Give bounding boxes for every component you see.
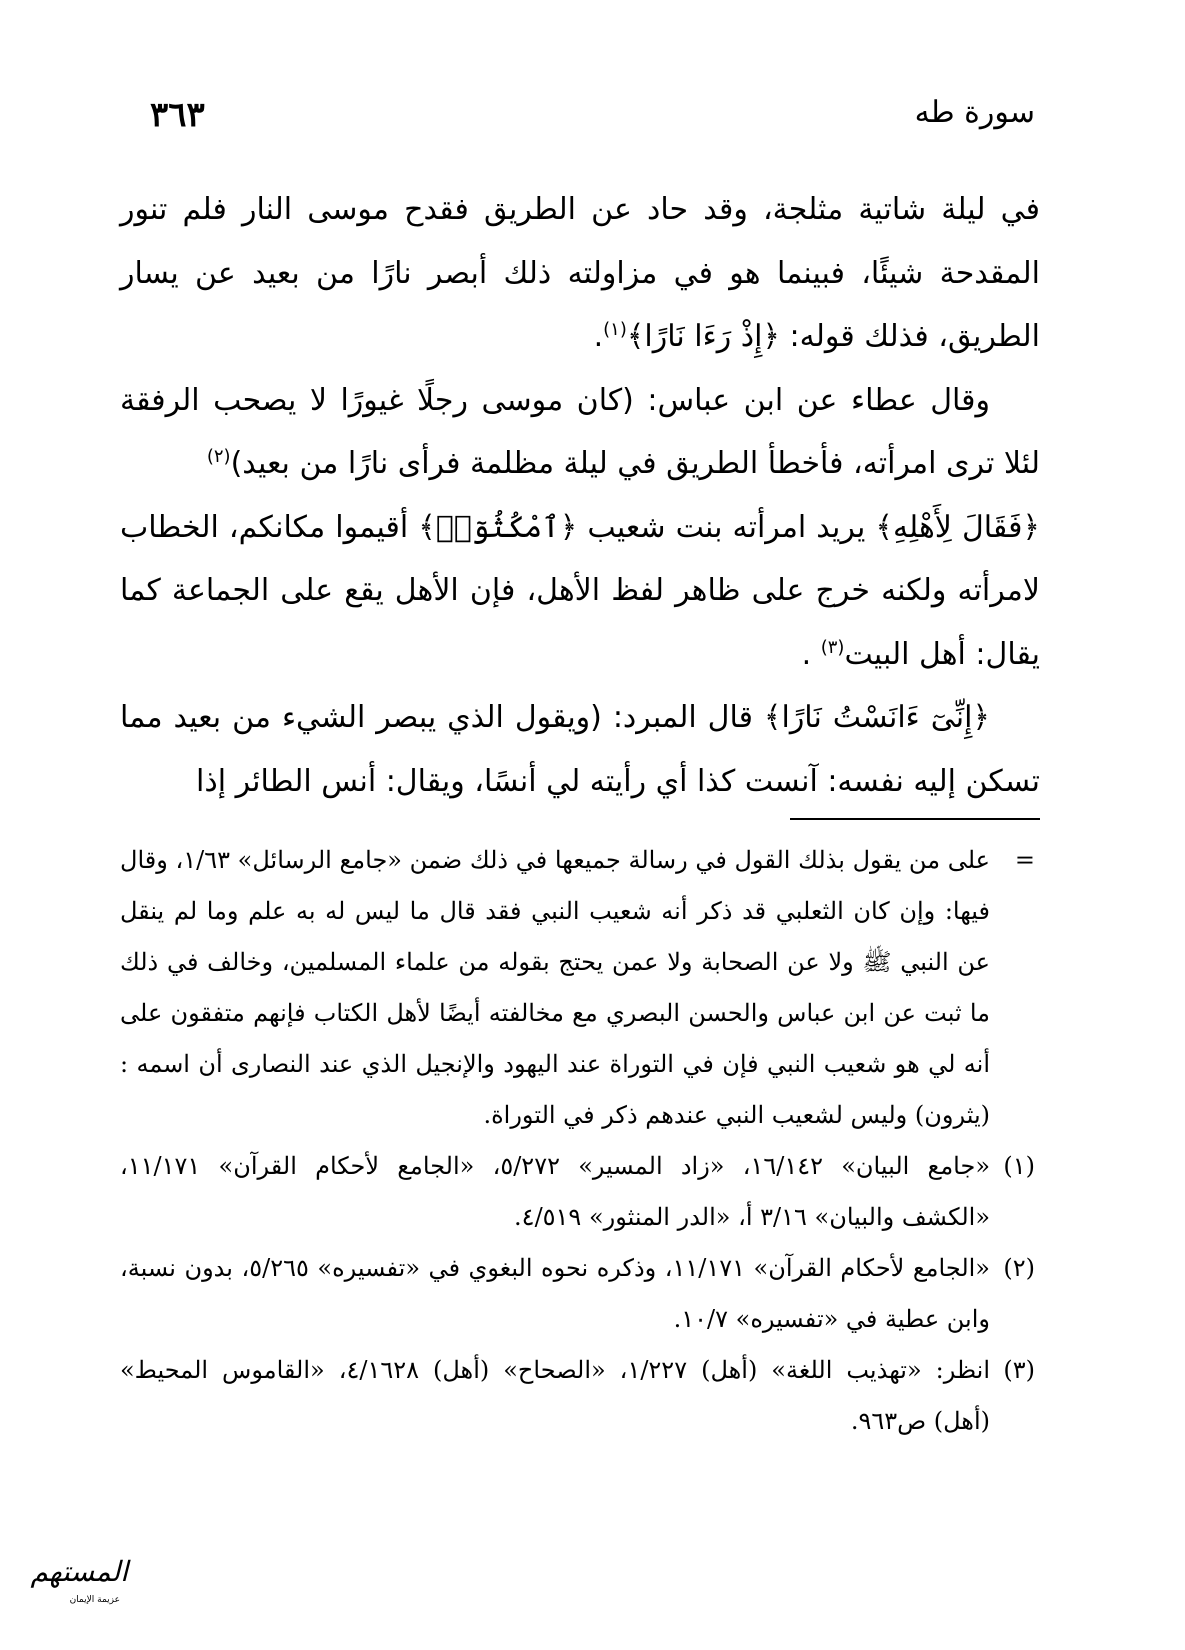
footnote-text: على من يقول بذلك القول في رسالة جميعها في ذلك ضمن «جامع الرسائل» ١/٦٣، وقال فيها: وإن كان الثعلبي قد ذكر أنه شعيب النبي فقد قال ما ليس له به علم وما لم ينقل عن النبي ﷺ ولا عن الصحابة ولا عمن يحتج بقوله من علماء المسلمين، وخالف في ذلك ما ثبت عن ابن عباس والحسن البصري مع مخالفته أيضًا لأهل الكتاب فإنهم متفقون على أنه لي هو شعيب النبي فإن في التوراة عند اليهود والإنجيل الذي عند النصارى أن اسمه : (يثرون) وليس لشعيب النبي عندهم ذكر في التوراة. (120, 846, 990, 1129)
continuation-mark: = (1014, 846, 1035, 874)
paragraph-1 (120, 178, 1040, 369)
quran-verse: ﴿ٱمْكُثُوٓا۟﴾ (418, 509, 578, 545)
paragraph-3-text: يريد امرأته بنت شعيب (577, 509, 876, 545)
paragraph-4 (120, 686, 1040, 813)
paragraph-4-text: قال المبرد: (ويقول الذي يبصر الشيء من بعيد مما تسكن إليه نفسه: آنست كذا أي رأيته لي أنسًا، ويقال: أنس الطائر إذا (120, 700, 1040, 799)
footnote-number: (٢) (1003, 1254, 1035, 1282)
footnote-separator (790, 818, 1040, 820)
main-text (120, 178, 1040, 813)
paragraph-1-text: في ليلة شاتية مثلجة، وقد حاد عن الطريق فقدح موسى النار فلم تنور المقدحة شيئًا، فبينما هو في مزاولته ذلك أبصر نارًا من بعيد عن يسار الطريق، فذلك قوله: (120, 192, 1040, 354)
footnote-number: (١) (1003, 1152, 1035, 1180)
footnote-1 (120, 1141, 1035, 1243)
logo-name: المستهم (30, 1555, 128, 1588)
footnote-text: انظر: «تهذيب اللغة» (أهل) ١/٢٢٧، «الصحاح» (أهل) ٤/١٦٢٨، «القاموس المحيط» (أهل) ص٩٦٣. (120, 1356, 990, 1435)
quran-verse: ﴿إِنِّىٓ ءَانَسْتُ نَارًا﴾ (763, 700, 990, 735)
footnote-2 (120, 1243, 1035, 1345)
paragraph-2-text: وقال عطاء عن ابن عباس: (كان موسى رجلًا غيورًا لا يصحب الرفقة لئلا ترى امرأته، فأخطأ الطريق في ليلة مظلمة فرأى نارًا من بعيد) (120, 382, 1040, 481)
footnote-ref-2[interactable]: (٢) (206, 446, 231, 467)
watermark-logo (8, 1555, 138, 1615)
footnote-text: «الجامع لأحكام القرآن» ١١/١٧١، وذكره نحوه البغوي في «تفسيره» ٥/٢٦٥، بدون نسبة، وابن عطية في «تفسيره» ١٠/٧. (120, 1254, 990, 1333)
footnotes (120, 835, 1035, 1447)
footnote-ref-1[interactable]: (١) (603, 319, 627, 340)
logo-subtitle: عزيمة الإيمان (69, 1595, 120, 1605)
footnote-ref-3[interactable]: (٣) (820, 636, 845, 658)
paragraph-3 (120, 496, 1040, 687)
page-number: ٣٦٣ (150, 95, 205, 135)
footnote-3 (120, 1345, 1035, 1447)
paragraph-2 (120, 369, 1040, 496)
surah-title: سورة طه (914, 95, 1035, 130)
quran-verse: ﴿فَقَالَ لِأَهْلِهِ﴾ (875, 509, 1040, 545)
quran-verse: ﴿إِذْ رَءَا نَارًا﴾ (626, 319, 781, 354)
footnote-continuation (120, 835, 1035, 1141)
paragraph-1-end: . (593, 319, 604, 354)
paragraph-3-end: . (801, 636, 821, 672)
footnote-number: (٣) (1003, 1356, 1035, 1384)
paragraph-3-text-2: أقيموا مكانكم، الخطاب لامرأته ولكنه خرج على ظاهر لفظ الأهل، فإن الأهل يقع على الجماعة كما يقال: أهل البيت (120, 509, 1040, 672)
page-header (150, 95, 1035, 145)
footnote-text: «جامع البيان» ١٦/١٤٢، «زاد المسير» ٥/٢٧٢، «الجامع لأحكام القرآن» ١١/١٧١، «الكشف والبيان» ٣/١٦ أ، «الدر المنثور» ٤/٥١٩. (120, 1152, 991, 1231)
